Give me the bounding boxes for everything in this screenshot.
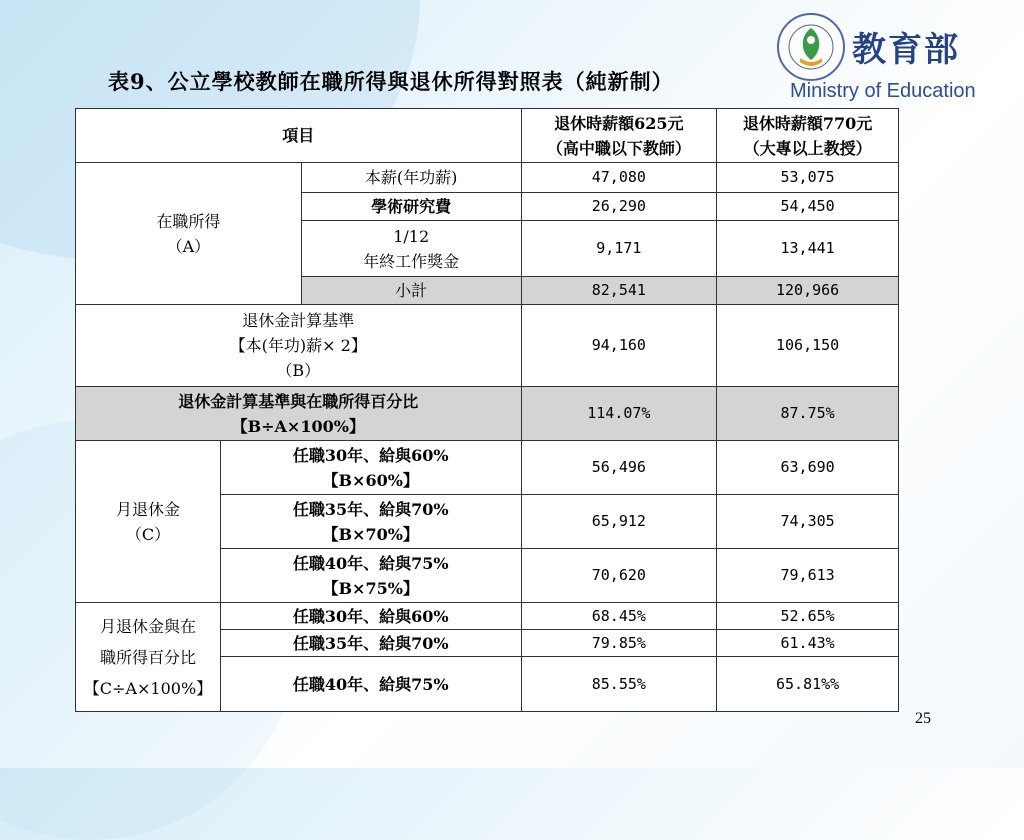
monthly-label-line1: 月退休金 <box>115 499 180 519</box>
value-cell: 9,171 <box>521 221 717 277</box>
base-label-line1: 退休金計算基準 <box>242 311 355 330</box>
value-cell: 74,305 <box>717 495 899 549</box>
value-cell: 87.75% <box>717 387 899 441</box>
table-row <box>76 305 899 387</box>
row-label: 小計 <box>301 277 521 305</box>
value-cell: 13,441 <box>717 221 899 277</box>
income-label <box>76 163 302 305</box>
header-col1 <box>521 109 717 163</box>
header-item: 項目 <box>76 109 522 163</box>
value-cell: 85.55% <box>521 657 717 712</box>
row-label: 學術研究費 <box>301 193 521 221</box>
ministry-name-english: Ministry of Education <box>790 80 976 102</box>
monthly-label <box>76 441 221 603</box>
header-col2 <box>717 109 899 163</box>
value-cell: 47,080 <box>521 163 717 193</box>
value-cell: 26,290 <box>521 193 717 221</box>
row-label: 本薪(年功薪) <box>301 163 521 193</box>
row-label-line1: 任職35年、給與70% <box>292 499 449 519</box>
table-row <box>76 387 899 441</box>
value-cell: 63,690 <box>717 441 899 495</box>
row-label <box>220 441 521 495</box>
value-cell: 61.43% <box>717 630 899 657</box>
ministry-name-chinese: 教育部 <box>852 30 960 70</box>
value-cell: 114.07% <box>521 387 717 441</box>
ratio-label <box>76 387 522 441</box>
ministry-seal-icon <box>776 12 846 82</box>
value-cell: 106,150 <box>717 305 899 387</box>
value-cell: 53,075 <box>717 163 899 193</box>
monthly-label-line2: （C） <box>125 524 171 544</box>
value-cell: 70,620 <box>521 549 717 603</box>
slide-title: 表9、公立學校教師在職所得與退休所得對照表（純新制） <box>108 69 674 94</box>
row-label: 任職40年、給與75% <box>220 657 521 712</box>
value-cell: 82,541 <box>521 277 717 305</box>
ministry-logo <box>776 10 1006 106</box>
monthly-ratio-label-line3: 【C÷A×100%】 <box>83 678 213 698</box>
value-cell: 120,966 <box>717 277 899 305</box>
value-cell: 79.85% <box>521 630 717 657</box>
row-label-line2: 年終工作獎金 <box>363 251 460 271</box>
row-label-line2: 【B×70%】 <box>322 524 419 544</box>
base-label-line2: 【本(年功)薪× 2】 <box>229 336 367 355</box>
header-col2-line2: （大專以上教授） <box>743 138 872 158</box>
row-label <box>220 549 521 603</box>
row-label-line2: 【B×75%】 <box>322 578 419 598</box>
row-label-line1: 任職30年、給與60% <box>292 445 449 465</box>
header-col2-line1: 退休時薪額770元 <box>742 113 873 133</box>
value-cell: 52.65% <box>717 603 899 630</box>
ratio-label-line2: 【B÷A×100%】 <box>231 416 365 436</box>
value-cell: 94,160 <box>521 305 717 387</box>
value-cell: 68.45% <box>521 603 717 630</box>
monthly-ratio-label-line2: 職所得百分比 <box>99 647 196 667</box>
table-row <box>76 163 899 193</box>
monthly-ratio-label <box>76 603 221 712</box>
base-label <box>76 305 522 387</box>
row-label: 任職30年、給與60% <box>220 603 521 630</box>
base-label-line3: （B） <box>276 361 321 380</box>
value-cell: 79,613 <box>717 549 899 603</box>
income-label-line2: （A） <box>166 236 211 256</box>
header-col1-line2: （高中職以下教師） <box>546 138 691 158</box>
value-cell: 54,450 <box>717 193 899 221</box>
income-label-line1: 在職所得 <box>156 211 221 231</box>
row-label <box>301 221 521 277</box>
page-number: 25 <box>915 710 931 727</box>
value-cell: 56,496 <box>521 441 717 495</box>
row-label <box>220 495 521 549</box>
table-header-row <box>76 109 899 163</box>
monthly-ratio-label-line1: 月退休金與在 <box>99 616 196 636</box>
header-col1-line1: 退休時薪額625元 <box>554 113 684 133</box>
row-label-line1: 1/12 <box>393 226 430 246</box>
table-row <box>76 441 899 495</box>
row-label-line1: 任職40年、給與75% <box>292 553 449 573</box>
income-comparison-table <box>75 108 899 712</box>
table-row <box>76 603 899 630</box>
value-cell: 65,912 <box>521 495 717 549</box>
ratio-label-line1: 退休金計算基準與在職所得百分比 <box>178 391 419 411</box>
value-cell: 65.81%% <box>717 657 899 712</box>
row-label: 任職35年、給與70% <box>220 630 521 657</box>
row-label-line2: 【B×60%】 <box>322 470 419 490</box>
